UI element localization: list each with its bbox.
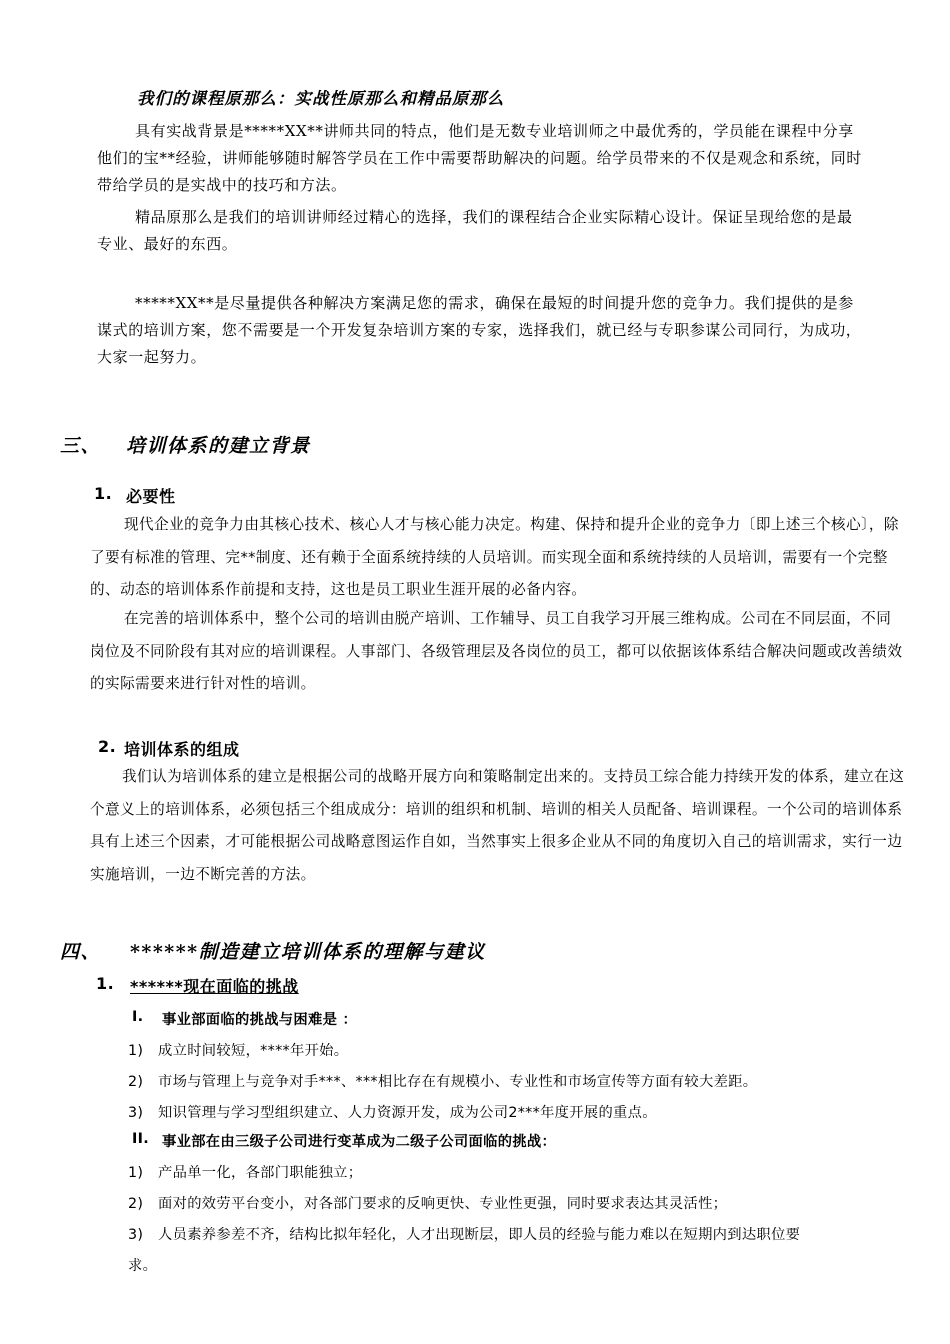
section-3-number: 三、 — [60, 435, 102, 457]
section-4-title: ******制造建立培训体系的理解与建议 — [130, 941, 486, 963]
group-i-label: I. — [132, 1009, 144, 1025]
list-item-text: 成立时间较短，****年开始。 — [158, 1043, 349, 1059]
group-ii-label: II. — [132, 1131, 149, 1147]
list-item-text: 人员素养参差不齐，结构比拟年轻化，人才出现断层，即人员的经验与能力难以在短期内到达职位要 — [158, 1227, 801, 1243]
list-item-continuation: 求。 — [128, 1258, 158, 1274]
list-item — [128, 1224, 800, 1244]
list-item-number: 1) — [128, 1043, 144, 1059]
list-item — [128, 1193, 727, 1213]
group-i-title: 事业部面临的挑战与困难是 ： — [162, 1012, 358, 1028]
subsection-2-number: 2. — [98, 737, 117, 756]
list-item-number: 3) — [128, 1105, 144, 1121]
intro-paragraph-2: 精品原那么是我们的培训讲师经过精心的选择，我们的课程结合企业实际精心设计。保证呈现给您的是最专业、最好的东西。 — [97, 208, 853, 253]
intro-paragraph-1: 具有实战背景是*****XX**讲师共同的特点，他们是无数专业培训师之中最优秀的，学员能在课程中分享他们的宝**经验，讲师能够随时解答学员在工作中需要帮助解决的问题。给学员带来的不仅是观念和系统，同时带给学员的是实战中的技巧和方法。 — [97, 122, 863, 194]
group-ii-title: 事业部在由三级子公司进行变革成为二级子公司面临的挑战： — [162, 1134, 557, 1150]
section-3-paragraph-1: 现代企业的竞争力由其核心技术、核心人才与核心能力决定。构建、保持和提升企业的竞争力〔即上述三个核心〕，除了要有标准的管理、完**制度、还有赖于全面系统持续的人员培训。而实现全面和系统持续的人员培训，需要有一个完整的、动态的培训体系作前提和支持，这也是员工职业生涯开展的必备内容。 — [90, 516, 899, 598]
section-3-paragraph-2: 在完善的培训体系中，整个公司的培训由脱产培训、工作辅导、员工自我学习开展三维构成。公司在不同层面，不同岗位及不同阶段有其对应的培训课程。人事部门、各级管理层及各岗位的员工，都可以依据该体系结合解决问题或改善绩效的实际需要来进行针对性的培训。 — [90, 610, 903, 692]
list-item — [128, 1040, 348, 1060]
section-4-number: 四、 — [60, 941, 102, 963]
list-item-text: 面对的效劳平台变小，对各部门要求的反响更快、专业性更强，同时要求表达其灵活性； — [158, 1196, 728, 1212]
list-item — [128, 1162, 362, 1182]
list-item — [128, 1102, 657, 1122]
intro-paragraph-3: *****XX**是尽量提供各种解决方案满足您的需求，确保在最短的时间提升您的竞争力。我们提供的是参谋式的培训方案，您不需要是一个开发复杂培训方案的专家，选择我们，就已经与专职参谋公司同行，为成功，大家一起努力。 — [97, 294, 862, 366]
subsection-2-title: 培训体系的组成 — [124, 740, 240, 759]
list-item-text: 市场与管理上与竞争对手***、***相比存在有规模小、专业性和市场宣传等方面有较大差距。 — [158, 1074, 758, 1090]
list-item-number: 2) — [128, 1196, 144, 1212]
section-3-paragraph-3: 我们认为培训体系的建立是根据公司的战略开展方向和策略制定出来的。支持员工综合能力持续开发的体系，建立在这个意义上的培训体系，必须包括三个组成成分：培训的组织和机制、培训的相关人员配备、培训课程。一个公司的培训体系具有上述三个因素，才可能根据公司战略意图运作自如，当然事实上很多企业从不同的角度切入自己的培训需求，实行一边实施培训，一边不断完善的方法。 — [90, 768, 905, 883]
section-4-sub-number: 1. — [96, 974, 115, 993]
section-4-sub-title: ******现在面临的挑战 — [130, 977, 299, 996]
subsection-1-title: 必要性 — [126, 487, 176, 506]
list-item — [128, 1071, 757, 1091]
list-item-text: 知识管理与学习型组织建立、人力资源开发，成为公司2***年度开展的重点。 — [158, 1105, 657, 1121]
list-item-number: 2) — [128, 1074, 144, 1090]
list-item-text: 产品单一化，各部门职能独立； — [158, 1165, 363, 1181]
intro-heading: 我们的课程原那么：实战性原那么和精品原那么 — [137, 89, 505, 108]
list-item-number: 1) — [128, 1165, 144, 1181]
subsection-1-number: 1. — [94, 484, 113, 503]
list-item-number: 3) — [128, 1227, 144, 1243]
section-3-title: 培训体系的建立背景 — [126, 435, 311, 457]
